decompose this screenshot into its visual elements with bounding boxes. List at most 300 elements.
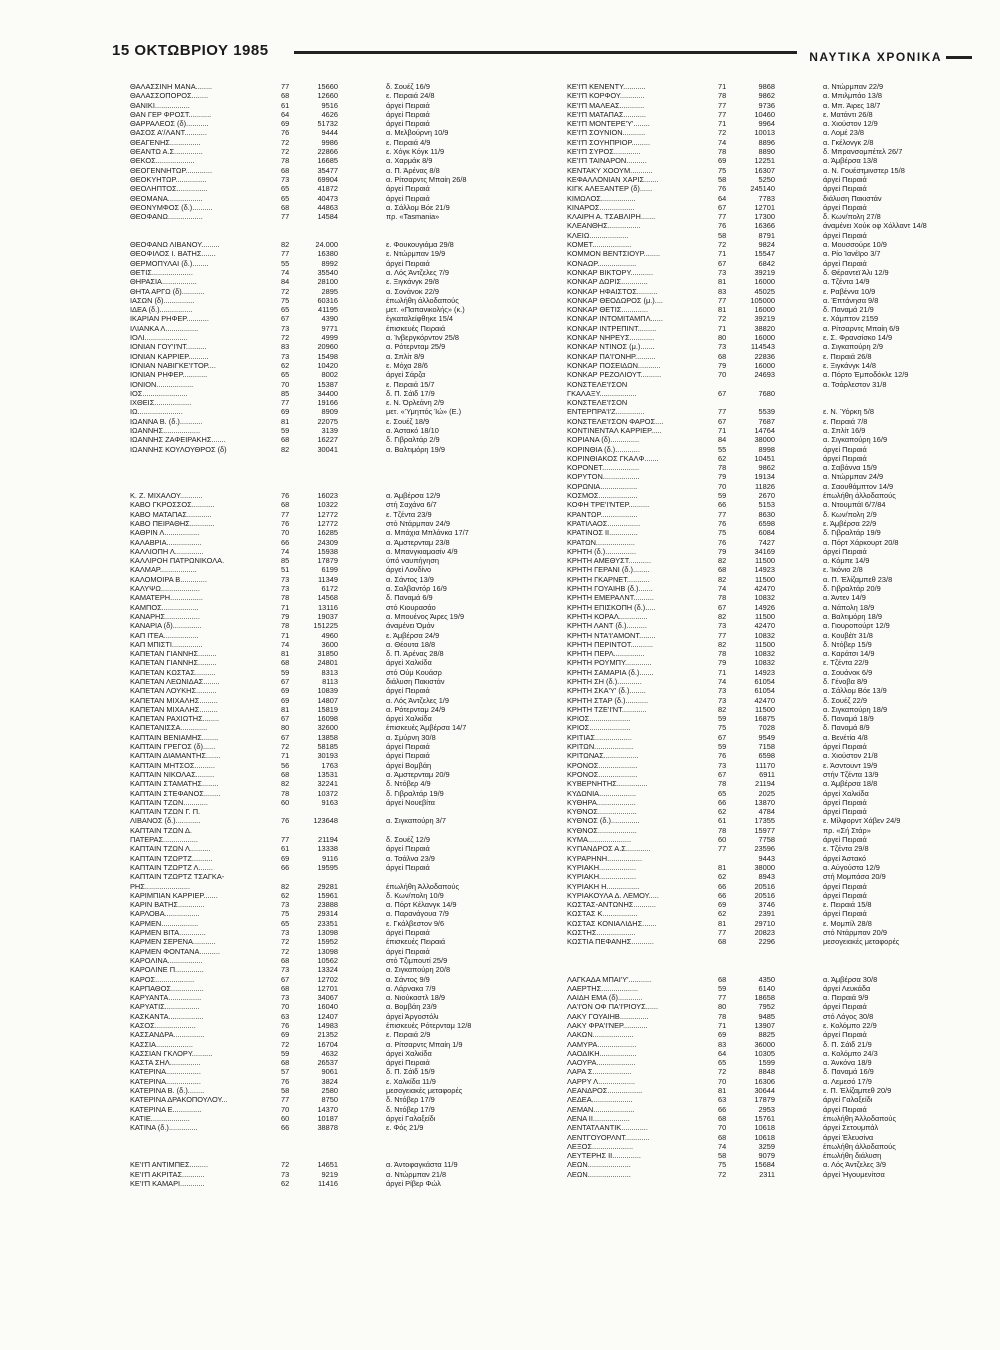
ship-status: στή Μομπάσα 20/9 <box>823 872 886 882</box>
ship-name: ΚΡΗΤΗ ΑΜΕΘΥΣΤ........... <box>567 556 652 566</box>
build-year: 71 <box>281 751 290 761</box>
ship-name: ΚΟΡΙΑΝΑ (δ).............. <box>567 435 640 445</box>
ship-status: άργεί Πειραιά <box>386 258 430 268</box>
ship-status: δ. Ντόβερ 15/9 <box>823 639 872 649</box>
ship-status: ε. Ντώρμπαν 19/9 <box>386 249 446 259</box>
ship-name: ΚΑΠ ΜΠΙΣΤΙ............... <box>130 639 203 649</box>
build-year: 66 <box>281 1123 290 1133</box>
ship-row <box>567 147 997 156</box>
build-year: 74 <box>281 639 290 649</box>
ship-row <box>567 203 997 212</box>
ship-name: ΚΩΣΤΑΣ-ΑΝΤΩΝΗΣ........... <box>567 900 656 910</box>
build-year: 81 <box>718 305 727 315</box>
ship-row <box>567 91 997 100</box>
ship-row <box>130 82 560 91</box>
ship-name: ΚΕΝΤΑΚΥ ΧΟΟΥΜ........... <box>567 165 653 175</box>
build-year: 59 <box>718 714 727 724</box>
ship-row <box>130 1002 560 1011</box>
ship-name: ΙΑΣΩΝ (δ)............... <box>130 295 195 305</box>
build-year: 72 <box>718 240 727 250</box>
ship-status: α. Σιγκαπούρη 18/9 <box>823 704 888 714</box>
ship-name: ΚΡΙΟΣ.................... <box>567 723 631 733</box>
ship-status: άργεί Χαλκίδα <box>386 658 432 668</box>
tonnage: 12407 <box>317 1011 338 1021</box>
tonnage: 13324 <box>317 965 338 975</box>
ship-row <box>567 723 997 732</box>
ship-status: άργεί Χαλκίδα <box>823 788 869 798</box>
ship-status: δ. Σουέζ 16/9 <box>386 82 430 91</box>
ship-name: ΚΡΗΤΗ ΣΚΑ'Υ' (δ.)........ <box>567 686 646 696</box>
ship-row <box>130 854 560 863</box>
ship-name: ΛΑΜΥΡΑ................... <box>567 1039 637 1049</box>
build-year: 68 <box>281 769 290 779</box>
ship-row <box>130 1160 560 1169</box>
tonnage: 29281 <box>317 881 338 891</box>
tonnage: 22075 <box>317 416 338 426</box>
ship-status: ε. Πειραιά 15/7 <box>386 379 435 389</box>
ship-status: α. Λεμεσό 17/9 <box>823 1076 872 1086</box>
ship-name: ΚΟΜΜΟΝ ΒΕΝΤΣΙΟΥΡ........ <box>567 249 661 259</box>
build-year: 73 <box>281 965 290 975</box>
ship-name: ΚΟΝΚΑΡ ΝΗΡΕΥΣ............ <box>567 333 655 343</box>
ship-row <box>567 696 997 705</box>
build-year: 69 <box>281 407 290 417</box>
ship-name: ΙΩΑΝΝΗΣ ΖΑΦΕΙΡΑΚΗΣ....... <box>130 435 226 445</box>
ship-name: ΚΥΘΗΡΑ................... <box>567 797 636 807</box>
ship-row <box>130 863 560 872</box>
ship-status: α. Σιγκαπούρη 2/9 <box>823 342 883 352</box>
tonnage: 9116 <box>322 853 338 863</box>
ship-name: ΘΕΟΚΥΗΤΩΡ............... <box>130 174 207 184</box>
ship-name: ΚΥΘΝΟΣ................... <box>567 807 637 817</box>
ship-status: ε. Άμβέρσα 24/9 <box>386 630 440 640</box>
ship-status: άργεί Πειραιά <box>386 184 430 194</box>
ship-name: ΚΡΙΤΩΝΑΣ................. <box>567 751 639 761</box>
ship-status: άργεί Πειραιά <box>823 174 867 184</box>
ship-status: άργεί Πειραιά <box>386 751 430 761</box>
ship-row <box>567 584 997 593</box>
ship-status: α. Καράτσι 14/9 <box>823 649 875 659</box>
ship-row <box>130 175 560 184</box>
tonnage: 3139 <box>321 425 338 435</box>
tonnage: 42470 <box>754 621 775 631</box>
ship-row <box>567 138 997 147</box>
ship-name: ΚΑΣΣΑΝΔΡΑ............... <box>130 1030 205 1040</box>
build-year: 73 <box>281 323 290 333</box>
ship-name: ΚΑΒΟ ΠΕΙΡΑΘΗΣ............ <box>130 518 215 528</box>
ship-status: στό Ντάρμπαν 24/9 <box>386 518 450 528</box>
ship-status: δ. Π. Σάϊδ 17/9 <box>386 388 435 398</box>
tonnage: 32241 <box>317 779 338 789</box>
ship-status: διάλυση Πακιστάν <box>823 193 882 203</box>
build-year: 73 <box>281 928 290 938</box>
build-year: 62 <box>718 872 727 882</box>
ship-row <box>567 668 997 677</box>
row-spacer <box>130 221 560 230</box>
build-year: 68 <box>718 565 727 575</box>
ship-status: α. Ρίτσαρντς Μπαίη 1/9 <box>386 1039 463 1049</box>
ship-row <box>567 761 997 770</box>
ship-name: ΚΟΝΚΑΡ ΘΕΟΔΩΡΟΣ (μ.).... <box>567 295 663 305</box>
ship-status: έπωλήθη άλλοδαπούς <box>823 1141 896 1151</box>
build-year: 72 <box>718 128 727 138</box>
tonnage: 10832 <box>754 649 775 659</box>
ship-name: ΙΧΘΕΙΣ.................. <box>130 398 192 408</box>
ship-row <box>130 491 560 500</box>
header-rule-right <box>946 56 972 59</box>
ship-name: ΚΟΝΑΩΡ................... <box>567 258 637 268</box>
ship-name: ΚΑΤΕΡΙΝΑ Β. (δ.)........ <box>130 1086 205 1096</box>
ship-status: άργεί Πειραιά <box>386 109 430 119</box>
build-year: 69 <box>281 119 290 129</box>
ship-row <box>567 854 997 863</box>
tonnage: 114543 <box>750 342 775 352</box>
tonnage: 16227 <box>317 435 338 445</box>
ship-row <box>130 538 560 547</box>
ship-name: ΘΕΡΜΟΠΥΛΑΙ (δ.)........ <box>130 258 209 268</box>
build-year: 81 <box>281 416 290 426</box>
ship-row <box>567 407 997 416</box>
tonnage: 10832 <box>754 593 775 603</box>
ship-name: ΚΟΝΚΑΡ ΙΝΤΟΜΙΤΑΜΠΛ...... <box>567 314 663 324</box>
ship-row <box>567 1114 997 1123</box>
ship-status: α. Ίνβεργκόρντον 25/8 <box>386 333 460 343</box>
ship-status: α. Άντεν 14/9 <box>823 593 866 603</box>
ship-row <box>567 1077 997 1086</box>
ship-status: α. Σιγκαπούρη 3/7 <box>386 816 446 826</box>
ship-status: δ. Γιβραλτάρ 2/9 <box>386 435 440 445</box>
ship-status: α. Πόρτ Κέλανγκ 14/9 <box>386 900 457 910</box>
ship-status: έπισκευές Άμβέρσα 14/7 <box>386 723 467 733</box>
ship-status: άργεί Πειραιά <box>823 453 867 463</box>
ship-row <box>130 705 560 714</box>
ship-row <box>567 156 997 165</box>
ship-status: ε. Κολόμπο 22/9 <box>823 1020 877 1030</box>
ship-status: ε. Ν. Ύόρκη 5/8 <box>823 407 874 417</box>
ship-name: ΚΑΤΕΡΙΝΑ ΔΡΑΚΟΠΟΥΛΟΥ... <box>130 1095 228 1105</box>
ship-row <box>130 779 560 788</box>
ship-name: ΚΟΝΚΑΡ ΠΟΣΕΙΔΩΝ........... <box>567 360 661 370</box>
tonnage: 14370 <box>317 1104 338 1114</box>
ship-status: άργεί Γαλαξείδι <box>823 1095 873 1105</box>
ship-row <box>567 212 997 221</box>
build-year: 68 <box>281 165 290 175</box>
ship-row <box>130 1030 560 1039</box>
ship-name: ΚΙΓΚ ΑΛΕΞΑΝΤΕΡ (δ)...... <box>567 184 653 194</box>
ship-row <box>130 324 560 333</box>
tonnage: 16000 <box>754 277 775 287</box>
ship-name: ΚΑΠΕΤΑΝΙΣΣΑ............. <box>130 723 208 733</box>
ship-row <box>567 268 997 277</box>
ship-status: α. Σπλίτ 16/9 <box>823 425 866 435</box>
ship-name: ΚΑΠΤΑΙΝ ΔΙΑΜΑΝΤΗΣ....... <box>130 751 221 761</box>
ship-name: ΚΡΑΝΤΩΡ.................. <box>567 509 638 519</box>
ship-name: ΚΑΡΜΕΝ ΒΙΤΑ............. <box>130 928 206 938</box>
tonnage: 10451 <box>754 453 775 463</box>
ship-name: ΛΕΝΤΓΟΥΟΡΛΝΤ............ <box>567 1132 650 1142</box>
tonnage: 26537 <box>317 1058 338 1068</box>
tonnage: 10372 <box>317 788 338 798</box>
build-year: 77 <box>718 295 727 305</box>
ship-row <box>130 259 560 268</box>
tonnage: 7758 <box>758 835 775 845</box>
ship-status: α. Π. Έλίζαμπεθ 23/8 <box>823 574 893 584</box>
tonnage: 9443 <box>758 853 775 863</box>
tonnage: 9862 <box>758 91 775 101</box>
ship-row <box>130 798 560 807</box>
ship-name: ΚΟΝΚΑΡ ΘΕΤΙΣ............. <box>567 305 649 315</box>
ship-row <box>130 1067 560 1076</box>
build-year: 66 <box>718 881 727 891</box>
ship-name: ΚΡΗΤΗ ΡΟΥΜΠΥ............. <box>567 658 652 668</box>
ship-name: ΚΛΕΙΩ................... <box>567 230 629 240</box>
ship-status: α. Κολόμπο 24/3 <box>823 1048 878 1058</box>
build-year: 74 <box>281 267 290 277</box>
ship-name: ΚΑΤΕΡΙΝΑ Ε.............. <box>130 1104 202 1114</box>
ship-row <box>130 975 560 984</box>
build-year: 73 <box>718 695 727 705</box>
tonnage: 60316 <box>317 295 338 305</box>
ship-row <box>130 138 560 147</box>
ship-name: ΚΑΡΙΝ ΒΑΤΗΣ............. <box>130 900 205 910</box>
ship-row <box>130 184 560 193</box>
ship-status: α. Ντώρμπαν 22/9 <box>823 82 884 91</box>
build-year: 58 <box>718 1151 727 1161</box>
tonnage: 15819 <box>317 704 338 714</box>
build-year: 77 <box>718 212 727 222</box>
ship-name: ΘΕΟΦΑΝΩ ΛΙΒΑΝΟΥ......... <box>130 240 220 250</box>
tonnage: 5250 <box>758 174 775 184</box>
ship-name: ΚΡΗΤΗ ΓΚΑΡΝΕΤ........... <box>567 574 650 584</box>
ship-name: ΚΥΒΕΡΝΗΤΗΣ............... <box>567 779 648 789</box>
tonnage: 16000 <box>754 333 775 343</box>
ship-name: ΘΕΑΝΤΩ Α.Σ.............. <box>130 147 203 157</box>
tonnage: 10305 <box>754 1048 775 1058</box>
ship-row <box>130 528 560 537</box>
ship-row <box>567 649 997 658</box>
ship-name: ΛΕΝΤΑΤΛΑΝΤΙΚ............. <box>567 1123 648 1133</box>
ship-status: στή Σαχάνα 6/7 <box>386 500 437 510</box>
ship-name: ΚΑΣΚΑΝΤΑ................. <box>130 1011 204 1021</box>
ship-row <box>567 482 997 491</box>
ship-status: άργεί Πειραιά <box>823 1002 867 1012</box>
ship-name: ΚΡΗΤΗ ΝΤΑ'Ι'ΑΜΟΝΤ........ <box>567 630 656 640</box>
ship-status: άργεί Γαλαξείδι <box>386 1113 436 1123</box>
ship-status: δ. Παναμά 8/9 <box>823 723 870 733</box>
ship-name: ΘΕΟΜΑΝΑ................. <box>130 193 203 203</box>
build-year: 75 <box>718 528 727 538</box>
build-year: 76 <box>718 751 727 761</box>
build-year: 65 <box>718 788 727 798</box>
ship-name: ΚΟΦΗ ΤΡΕ'Ι'ΝΤΕΡ.......... <box>567 500 650 510</box>
ship-name: ΚΟΝΣΤΕΛΕ'Ι'ΣΟΝ ΦΑΡΟΣ.... <box>567 416 664 426</box>
build-year: 83 <box>718 286 727 296</box>
ship-name: ΛΑΙΔΗ ΕΜΑ (δ)............ <box>567 993 643 1003</box>
tonnage: 14764 <box>754 425 775 435</box>
build-year: 68 <box>281 1058 290 1068</box>
build-year: 82 <box>281 444 290 454</box>
ship-status: α. Λομέ 23/8 <box>823 128 865 138</box>
build-year: 51 <box>281 565 290 575</box>
tonnage: 21352 <box>317 1030 338 1040</box>
tonnage: 40473 <box>317 193 338 203</box>
ship-status: δ. Παναμά 16/9 <box>823 1067 874 1077</box>
tonnage: 17879 <box>754 1095 775 1105</box>
ship-row <box>567 909 997 918</box>
tonnage: 3600 <box>321 639 338 649</box>
tonnage: 10460 <box>754 109 775 119</box>
ship-row <box>130 770 560 779</box>
ship-status: α. Τζέντα 14/9 <box>823 277 870 287</box>
ship-row <box>567 389 997 398</box>
build-year: 71 <box>718 1020 727 1030</box>
build-year: 76 <box>281 1020 290 1030</box>
ship-name: ΚΑΘΡΙΝ Λ................. <box>130 528 200 538</box>
ship-status: α. Λάρνακα 7/9 <box>386 983 436 993</box>
tonnage: 10013 <box>754 128 775 138</box>
ship-name: ΚΡΗΤΗ ΠΕΡΙΝΤΟΤ........... <box>567 639 654 649</box>
ship-name: ΚΥΡΙΑΚΗ.................. <box>567 872 636 882</box>
ship-name: ΚΑΤΙΝΑ (δ.).............. <box>130 1123 198 1133</box>
tonnage: 11826 <box>754 481 775 491</box>
tonnage: 10618 <box>754 1132 775 1142</box>
ship-row <box>567 733 997 742</box>
tonnage: 23351 <box>317 918 338 928</box>
ship-row <box>567 445 997 454</box>
build-year: 68 <box>718 937 727 947</box>
ship-status: άργεί Πειραιά <box>386 742 430 752</box>
build-year: 83 <box>718 1039 727 1049</box>
tonnage: 38000 <box>754 862 775 872</box>
ship-row <box>567 1040 997 1049</box>
ship-status: άργεί Πειραιά <box>823 1104 867 1114</box>
ship-name: ΚΑΜΑΤΕΡΗ................ <box>130 593 203 603</box>
tonnage: 29314 <box>317 909 338 919</box>
build-year: 80 <box>281 723 290 733</box>
ship-name: ΚΑΡΠΑΘΟΣ................ <box>130 983 204 993</box>
ship-status: άργεί Πειραιά <box>386 844 430 854</box>
ship-status: α. Νάπολη 18/9 <box>823 602 875 612</box>
ship-status: α. Σιγκαπούρη 16/9 <box>823 435 888 445</box>
ship-row <box>130 249 560 258</box>
ship-row <box>130 407 560 416</box>
ship-name: ΚΑΠΤΑΙΝ ΤΖΩΝ............ <box>130 797 208 807</box>
build-year: 76 <box>281 128 290 138</box>
build-year: 77 <box>718 100 727 110</box>
ship-row <box>130 1105 560 1114</box>
tonnage: 11500 <box>754 611 775 621</box>
ship-row <box>567 1030 997 1039</box>
ship-status: α. Κουβέϊτ 31/8 <box>823 630 873 640</box>
ship-status: α. Πειραιά 9/9 <box>823 993 869 1003</box>
build-year: 68 <box>281 658 290 668</box>
tonnage: 15952 <box>317 937 338 947</box>
build-year: 60 <box>718 835 727 845</box>
ship-row <box>567 835 997 844</box>
build-year: 72 <box>281 1039 290 1049</box>
ship-name: ΚΥΠΑΝΔΡΟΣ Α.Σ............ <box>567 844 651 854</box>
ship-status: άργεί Πειραιά <box>386 928 430 938</box>
build-year: 68 <box>281 202 290 212</box>
tonnage: 10187 <box>317 1113 338 1123</box>
build-year: 79 <box>718 472 727 482</box>
build-year: 67 <box>281 714 290 724</box>
ship-row <box>130 714 560 723</box>
ship-row <box>567 891 997 900</box>
ship-name: ΘΑΛΑΣΣΙΝΗ ΜΑΝΑ........ <box>130 82 213 91</box>
build-year: 72 <box>281 147 290 157</box>
ship-name: ΚΑΡΜΕΝ ΣΕΡΕΝΑ........... <box>130 937 216 947</box>
build-year: 67 <box>718 388 727 398</box>
ship-name: ΚΥΘΝΟΣ (δ.).............. <box>567 816 640 826</box>
tonnage: 21194 <box>317 835 338 845</box>
ship-name: ΓΚΑΛΑΞΥ.................. <box>567 388 637 398</box>
ship-row <box>130 835 560 844</box>
ship-name: ΚΕ'Ι'Π ΚΟΡΦΟΥ............ <box>567 91 645 101</box>
ship-status: στό Λάγος 30/8 <box>823 1011 874 1021</box>
ship-row <box>130 212 560 221</box>
ship-name: ΚΡΗΤΗ ΣΑΜΑΡΙΑ (δ.)....... <box>567 667 654 677</box>
tonnage: 7687 <box>758 416 775 426</box>
ship-row <box>130 621 560 630</box>
ship-name: ΙΩΑΝΝΗΣ.................. <box>130 425 201 435</box>
build-year: 61 <box>281 100 290 110</box>
ship-status: άργεί Πειραιά <box>823 1030 867 1040</box>
ship-status: άργεί Λευκάδα <box>823 983 871 993</box>
ship-row <box>130 147 560 156</box>
ship-name: ΛΕΩΝ..................... <box>567 1169 631 1179</box>
tonnage: 9986 <box>321 137 338 147</box>
ship-row <box>567 705 997 714</box>
tonnage: 15938 <box>317 546 338 556</box>
tonnage: 2391 <box>758 909 775 919</box>
build-year: 72 <box>281 937 290 947</box>
ship-row <box>130 649 560 658</box>
build-year: 62 <box>718 453 727 463</box>
ship-name: ΚΥΡΑΡΗΝΗ................. <box>567 853 643 863</box>
ship-row <box>130 575 560 584</box>
build-year: 78 <box>718 1011 727 1021</box>
ship-status: ε. Ραβέννα 10/9 <box>823 286 876 296</box>
ship-row <box>567 882 997 891</box>
tonnage: 14651 <box>317 1160 338 1170</box>
ship-status: α. Ρίτσαρντς Μπαίη 26/8 <box>386 174 467 184</box>
tonnage: 15684 <box>754 1160 775 1170</box>
ship-name: ΛΑΡΡΥ Λ.................. <box>567 1076 636 1086</box>
ship-name: ΚΕ'Ι'Π ΑΝΤΙΜΠΕΣ......... <box>130 1160 209 1170</box>
ship-name: ΚΑΡΙΜΠΙΑΝ ΚΑΡΡΙΕΡ....... <box>130 890 218 900</box>
ship-status: δ. Παναμά 21/9 <box>823 305 874 315</box>
tonnage: 2895 <box>321 286 338 296</box>
ship-row <box>567 1058 997 1067</box>
tonnage: 12702 <box>317 974 338 984</box>
tonnage: 7427 <box>758 537 775 547</box>
ship-row <box>130 166 560 175</box>
ship-status: ε. Ίκόνιο 2/8 <box>823 565 863 575</box>
ship-name: ΚΑΠΤΑΙΝ ΣΤΑΜΑΤΗΣ........ <box>130 779 219 789</box>
build-year: 75 <box>718 1160 727 1170</box>
ship-name: ΚΟΣΜΟΣ................... <box>567 491 638 501</box>
ship-name: ΚΡΗΤΗ ΕΠΙΣΚΟΠΗ (δ.)..... <box>567 602 656 612</box>
ship-row <box>567 175 997 184</box>
ship-row <box>130 101 560 110</box>
ship-row <box>130 603 560 612</box>
ship-row <box>567 221 997 230</box>
build-year: 66 <box>718 890 727 900</box>
ship-row <box>130 751 560 760</box>
ship-status: ε. Άσντουντ 19/9 <box>823 760 878 770</box>
ship-status: άργεί Έλευσίνα <box>823 1132 874 1142</box>
